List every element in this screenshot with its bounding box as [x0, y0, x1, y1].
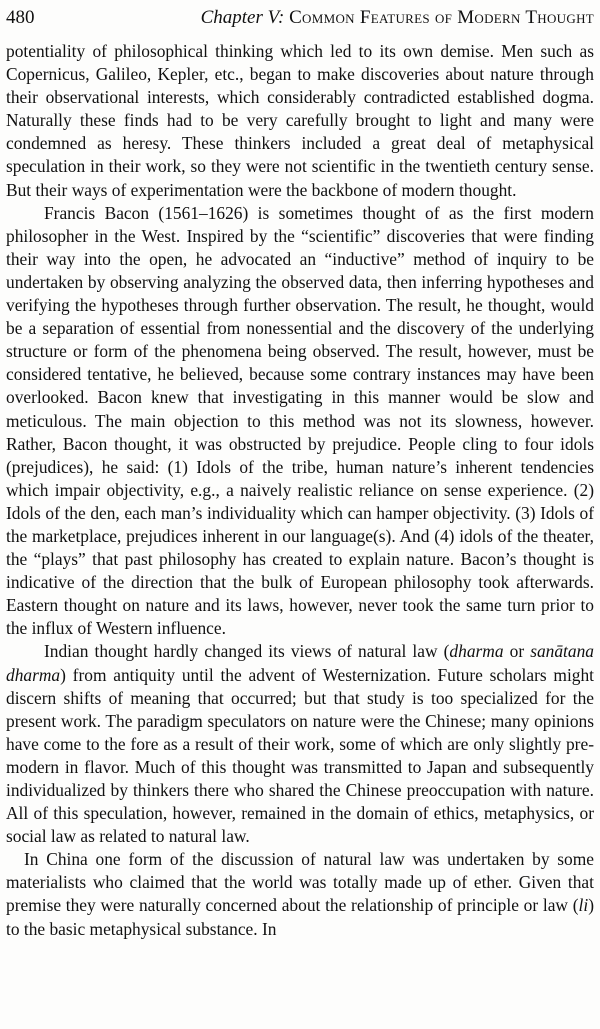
paragraph-2 [6, 202, 594, 641]
paragraph-text: or [503, 641, 531, 662]
term-sanatana-dharma: sanātana dharma [6, 641, 594, 685]
paragraph-text: ) from antiquity until the advent of Westernization. Future scholars might discern shifts of meaning that occurred; but that study is too specialized for the present work. The paradigm speculators on nature were the Chinese; many opinions have come to the fore as a result of their work, some of which are only slightly pre-modern in flavor. Much of this thought was transmitted to Japan and subsequently individualized by thinkers there who shared the Chinese preoccupation with nature. All of this speculation, however, remained in the domain of ethics, metaphysics, or social law as related to natural law. [6, 664, 594, 847]
chapter-title [201, 3, 594, 33]
running-head [6, 3, 594, 33]
term-dharma: dharma [449, 641, 504, 662]
term-li: li [578, 895, 589, 916]
page-number: 480 [6, 7, 35, 28]
paragraph-text: potentiality of philosophical thinking which led to its own demise. Men such as Copernicus, Galileo, Kepler, etc., began to make discoveries about nature through their observational interests, which considerably contradicted established dogma. Naturally these finds had to be very carefully brought to light and many were condemned as heresy. These thinkers included a great deal of metaphysical speculation in their work, so they were not scientific in the twentieth century sense. But their ways of experimentation were the backbone of modern thought. [6, 41, 594, 200]
paragraph-3 [6, 640, 594, 848]
paragraph-text: Francis Bacon (1561–1626) is sometimes thought of as the first modern philosopher in the West. Inspired by the “scientific” discoveries that were finding their way into the open, he advocated an “inductive” method of inquiry to be undertaken by observing analyzing the observed data, then inferring hypotheses and verifying the hypotheses through further observation. The result, he thought, would be a separation of essential from nonessential and the discovery of the underlying structure or form of the phenomena being observed. The result, however, must be considered tentative, he believed, because some contrary instances may have been overlooked. Bacon knew that investigating in this manner would be slow and meticulous. The main objection to this method was not its slowness, however. Rather, Bacon thought, it was obstructed by prejudice. People cling to four idols (prejudices), he said: (1) Idols of the tribe, human nature’s inherent tendencies which impair objectivity, e.g., a naively realistic reliance on sense experience. (2) Idols of the den, each man’s individuality which can hamper objectivity. (3) Idols of the marketplace, prejudices inherent in our language(s). And (4) idols of the theater, the “plays” that past philosophy has created to explain nature. Bacon’s thought is indicative of the direction that the bulk of European philosophy took afterwards. Eastern thought on nature and its laws, however, never took the same turn prior to the influx of Western influence. [6, 202, 594, 639]
chapter-name: Common Features of Modern Thought [289, 7, 594, 28]
paragraph-text: ) to the basic metaphysical substance. In [6, 895, 594, 939]
paragraph-text: Indian thought hardly changed its views of natural law ( [44, 641, 450, 662]
chapter-label: Chapter V: [200, 7, 285, 28]
paragraph-1 [6, 40, 594, 202]
paragraph-text: In China one form of the discussion of natural law was undertaken by some materialists who claimed that the world was totally made up of ether. Given that premise they were naturally concerned about the relationship of principle or law ( [6, 849, 594, 916]
body-text [6, 40, 594, 941]
paragraph-4 [6, 848, 594, 940]
